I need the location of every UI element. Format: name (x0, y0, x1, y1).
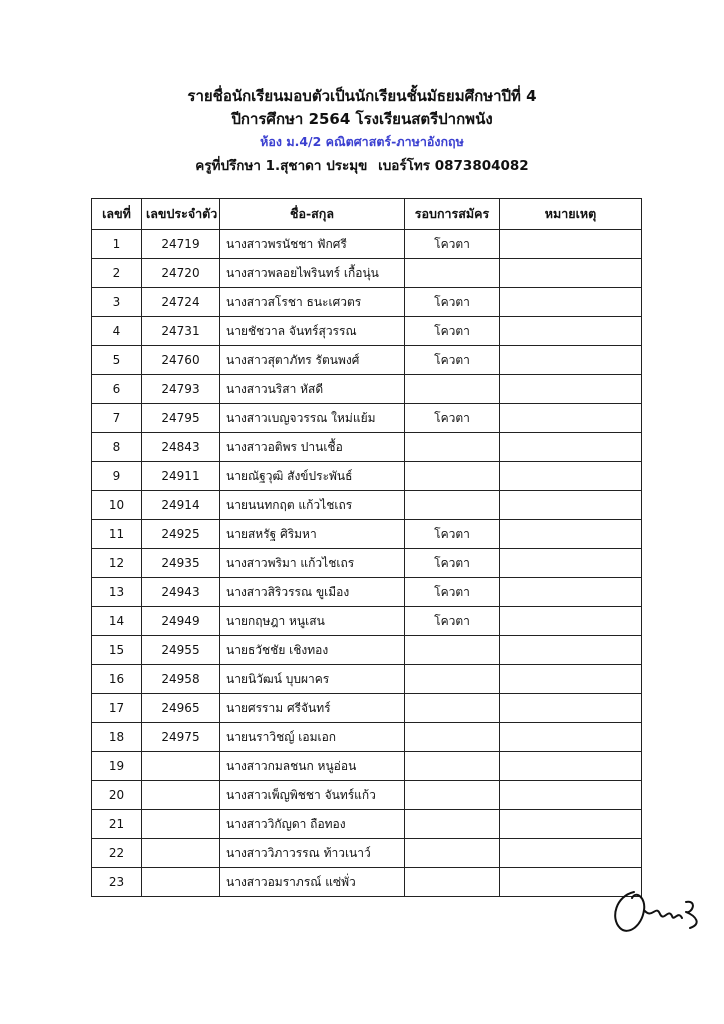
cell-no: 8 (92, 433, 142, 462)
cell-student-id (142, 839, 220, 868)
cell-round: โควตา (405, 317, 500, 346)
cell-student-id: 24731 (142, 317, 220, 346)
cell-note (500, 607, 642, 636)
cell-note (500, 317, 642, 346)
cell-note (500, 404, 642, 433)
cell-name: นางสาวอมราภรณ์ แซ่พั่ว (220, 868, 405, 897)
cell-note (500, 665, 642, 694)
cell-student-id: 24911 (142, 462, 220, 491)
cell-no: 4 (92, 317, 142, 346)
cell-name: นายนนทกฤต แก้วไชเถร (220, 491, 405, 520)
cell-no: 15 (92, 636, 142, 665)
cell-student-id: 24949 (142, 607, 220, 636)
page-subtitle: ปีการศึกษา 2564 โรงเรียนสตรีปากพนัง (231, 110, 493, 128)
cell-student-id (142, 868, 220, 897)
cell-note (500, 346, 642, 375)
column-header-note: หมายเหตุ (500, 199, 642, 230)
cell-name: นางสาวสโรชา ธนะเศวตร (220, 288, 405, 317)
cell-round: โควตา (405, 346, 500, 375)
column-header-name: ชื่อ-สกุล (220, 199, 405, 230)
cell-round (405, 259, 500, 288)
cell-no: 5 (92, 346, 142, 375)
cell-name: นายนราวิชญ์ เอมเอก (220, 723, 405, 752)
table-row (92, 462, 642, 491)
cell-student-id: 24925 (142, 520, 220, 549)
cell-note (500, 549, 642, 578)
cell-note (500, 723, 642, 752)
cell-note (500, 288, 642, 317)
cell-round: โควตา (405, 607, 500, 636)
cell-student-id (142, 752, 220, 781)
cell-student-id: 24843 (142, 433, 220, 462)
cell-name: นางสาวพริมา แก้วไชเถร (220, 549, 405, 578)
cell-student-id: 24955 (142, 636, 220, 665)
table-row (92, 433, 642, 462)
cell-no: 6 (92, 375, 142, 404)
table-row (92, 636, 642, 665)
table-row (92, 549, 642, 578)
cell-student-id (142, 781, 220, 810)
cell-name: นายสหรัฐ ศิริมหา (220, 520, 405, 549)
cell-no: 2 (92, 259, 142, 288)
cell-no: 9 (92, 462, 142, 491)
cell-student-id: 24724 (142, 288, 220, 317)
cell-no: 17 (92, 694, 142, 723)
cell-note (500, 230, 642, 259)
column-header-no: เลขที่ (92, 199, 142, 230)
table-row (92, 346, 642, 375)
cell-note (500, 578, 642, 607)
cell-name: นายศรราม ศรีจันทร์ (220, 694, 405, 723)
cell-no: 1 (92, 230, 142, 259)
cell-name: นายชัชวาล จันทร์สุวรรณ (220, 317, 405, 346)
cell-name: นายกฤษฎา หนูเสน (220, 607, 405, 636)
cell-name: นางสาวกมลชนก หนูอ่อน (220, 752, 405, 781)
cell-note (500, 694, 642, 723)
cell-round (405, 810, 500, 839)
cell-note (500, 433, 642, 462)
cell-name: นายณัฐวุฒิ สังข์ประพันธ์ (220, 462, 405, 491)
phone-label: เบอร์โทร 0873804082 (378, 158, 529, 174)
table-row (92, 578, 642, 607)
cell-student-id: 24720 (142, 259, 220, 288)
cell-name: นายธวัชชัย เชิงทอง (220, 636, 405, 665)
cell-round: โควตา (405, 404, 500, 433)
cell-student-id: 24914 (142, 491, 220, 520)
cell-round: โควตา (405, 578, 500, 607)
cell-note (500, 752, 642, 781)
table-row (92, 288, 642, 317)
cell-note (500, 781, 642, 810)
cell-student-id: 24965 (142, 694, 220, 723)
cell-note (500, 636, 642, 665)
column-header-id: เลขประจำตัว (142, 199, 220, 230)
cell-no: 7 (92, 404, 142, 433)
cell-note (500, 491, 642, 520)
cell-round (405, 868, 500, 897)
table-row (92, 404, 642, 433)
cell-student-id: 24719 (142, 230, 220, 259)
cell-no: 16 (92, 665, 142, 694)
cell-note (500, 839, 642, 868)
table-body (92, 230, 642, 897)
cell-note (500, 259, 642, 288)
cell-name: นางสาวสิริวรรณ ขูเมือง (220, 578, 405, 607)
cell-student-id (142, 810, 220, 839)
table-row (92, 723, 642, 752)
page-title: รายชื่อนักเรียนมอบตัวเป็นนักเรียนชั้นมัธยมศึกษาปีที่ 4 (187, 87, 537, 105)
cell-no: 19 (92, 752, 142, 781)
cell-name: นางสาวสุตาภัทร รัตนพงศ์ (220, 346, 405, 375)
table-row (92, 317, 642, 346)
cell-round: โควตา (405, 288, 500, 317)
cell-no: 13 (92, 578, 142, 607)
table-row (92, 375, 642, 404)
cell-round (405, 723, 500, 752)
cell-student-id: 24793 (142, 375, 220, 404)
student-table (91, 198, 642, 897)
cell-name: นางสาววิกัญดา ถือทอง (220, 810, 405, 839)
cell-name: นางสาววิภาวรรณ ท้าวเนาว์ (220, 839, 405, 868)
table-row (92, 491, 642, 520)
cell-round: โควตา (405, 520, 500, 549)
cell-no: 10 (92, 491, 142, 520)
column-header-round: รอบการสมัคร (405, 199, 500, 230)
cell-no: 21 (92, 810, 142, 839)
cell-student-id: 24760 (142, 346, 220, 375)
cell-no: 14 (92, 607, 142, 636)
cell-student-id: 24975 (142, 723, 220, 752)
cell-round (405, 433, 500, 462)
cell-student-id: 24935 (142, 549, 220, 578)
table-row (92, 752, 642, 781)
table-row (92, 259, 642, 288)
room-label: ห้อง ม.4/2 คณิตศาสตร์-ภาษาอังกฤษ (260, 134, 464, 149)
cell-round (405, 665, 500, 694)
cell-note (500, 375, 642, 404)
cell-note (500, 462, 642, 491)
cell-round (405, 752, 500, 781)
signature (606, 880, 716, 940)
cell-no: 22 (92, 839, 142, 868)
cell-student-id: 24795 (142, 404, 220, 433)
table-row (92, 810, 642, 839)
table-row (92, 839, 642, 868)
cell-name: นายนิวัฒน์ บุบผาคร (220, 665, 405, 694)
cell-round: โควตา (405, 549, 500, 578)
cell-no: 20 (92, 781, 142, 810)
table-row (92, 520, 642, 549)
cell-no: 23 (92, 868, 142, 897)
table-header-row (92, 199, 642, 230)
cell-name: นางสาวเบญจวรรณ ใหม่แย้ม (220, 404, 405, 433)
cell-name: นางสาวพลอยไพรินทร์ เกื้อนุ่น (220, 259, 405, 288)
cell-name: นางสาวนริสา หัสดี (220, 375, 405, 404)
table-row (92, 781, 642, 810)
table-row (92, 694, 642, 723)
table-row (92, 230, 642, 259)
cell-round (405, 491, 500, 520)
cell-round: โควตา (405, 230, 500, 259)
cell-round (405, 694, 500, 723)
table-row (92, 607, 642, 636)
cell-no: 18 (92, 723, 142, 752)
teacher-label: ครูที่ปรึกษา 1.สุชาดา ประมุข (195, 158, 368, 174)
cell-round (405, 781, 500, 810)
cell-name: นางสาวอติพร ปานเชื้อ (220, 433, 405, 462)
cell-name: นางสาวพรนัชชา ฟักศรี (220, 230, 405, 259)
cell-note (500, 810, 642, 839)
cell-student-id: 24958 (142, 665, 220, 694)
cell-round (405, 636, 500, 665)
teacher-line (0, 154, 724, 176)
cell-round (405, 839, 500, 868)
cell-student-id: 24943 (142, 578, 220, 607)
cell-round (405, 462, 500, 491)
cell-name: นางสาวเพ็ญพิชชา จันทร์แก้ว (220, 781, 405, 810)
cell-round (405, 375, 500, 404)
table-row (92, 665, 642, 694)
cell-note (500, 520, 642, 549)
cell-no: 12 (92, 549, 142, 578)
cell-no: 3 (92, 288, 142, 317)
table-row (92, 868, 642, 897)
cell-no: 11 (92, 520, 142, 549)
